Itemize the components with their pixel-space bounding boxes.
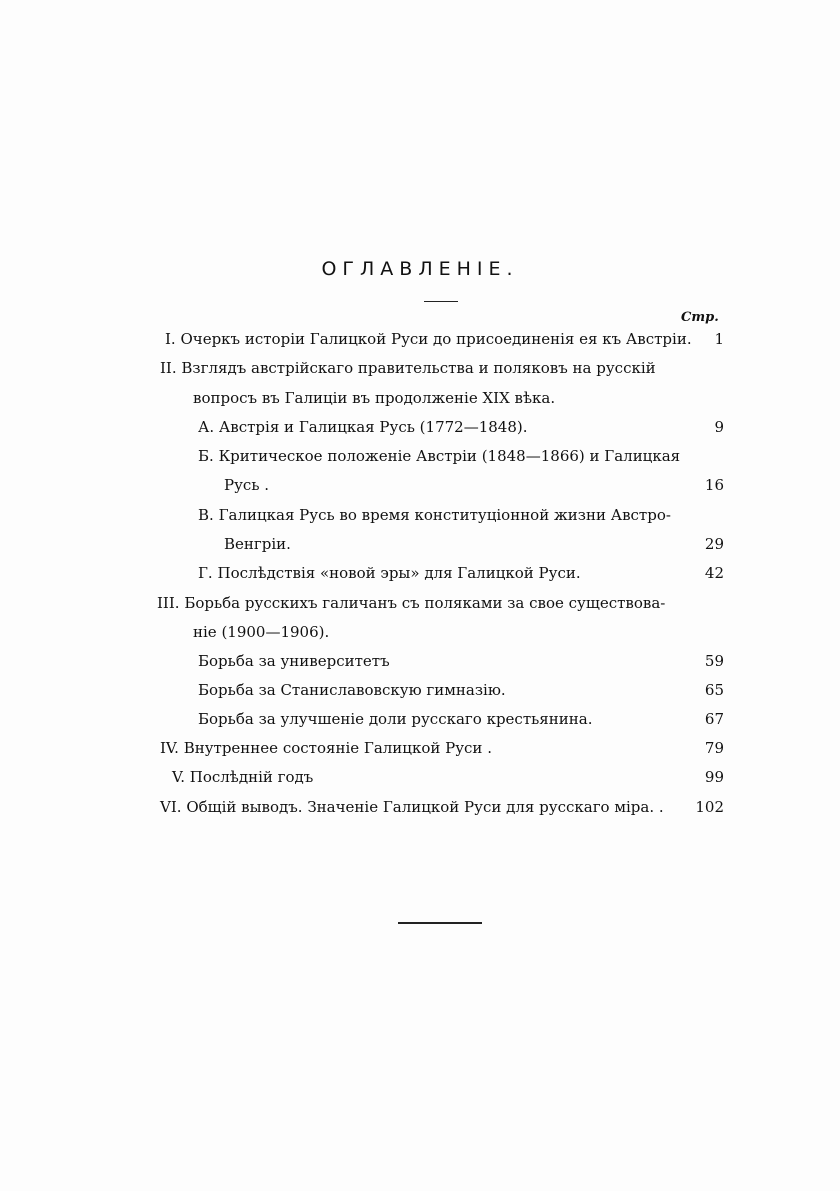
toc-entry [160, 359, 656, 377]
toc-entry-page: 29 [704, 535, 724, 553]
toc-entry-label: I. [165, 330, 176, 348]
toc-entry-label: III. [157, 594, 180, 612]
toc-entry-page: 65 [704, 681, 724, 699]
toc-entry [198, 652, 390, 670]
toc-entry [198, 681, 506, 699]
toc-entry-text: Борьба за улучшеніе доли русскаго крестьянина. [198, 710, 593, 728]
toc-entry-text: Галицкая Русь во время конституціонной жизни Австро- [218, 506, 671, 524]
toc-entry-text: Борьба за Станиславовскую гимназію. [198, 681, 506, 699]
toc-entry-text: Послѣдствія «новой эры» для Галицкой Руси. [217, 564, 581, 582]
toc-entry-text: Послѣдній годъ [189, 768, 314, 786]
toc-entry-label: Г. [198, 564, 213, 582]
toc-entry-page: 102 [695, 798, 724, 816]
toc-entry-label: VI. [160, 798, 182, 816]
toc-entry-text: Взглядъ австрійскаго правительства и поляковъ на русскій [181, 359, 656, 377]
toc-entry [157, 594, 665, 612]
toc-entry-label: В. [198, 506, 214, 524]
toc-entry-text: Внутреннее состояніе Галицкой Руси . [183, 739, 492, 757]
toc-entry-continuation: ніе (1900—1906). [193, 623, 330, 641]
toc-entry-text: Борьба русскихъ галичанъ съ поляками за свое существова- [184, 594, 666, 612]
page-title: ОГЛАВЛЕНІЕ. [321, 258, 519, 280]
toc-entry-page: 9 [714, 418, 724, 436]
toc-entry-page: 42 [704, 564, 724, 582]
toc-entry-text: Очеркъ исторіи Галицкой Руси до присоединенія ея къ Австріи. [180, 330, 692, 348]
toc-entry [198, 447, 680, 465]
toc-entry [165, 330, 692, 348]
toc-entry-page: 79 [704, 739, 724, 757]
toc-entry-label: II. [160, 359, 177, 377]
toc-entry [172, 768, 313, 786]
toc-entry [198, 710, 592, 728]
toc-entry-label: V. [172, 768, 185, 786]
toc-entry-label: Б. [198, 447, 214, 465]
toc-entry-page: 67 [704, 710, 724, 728]
toc-entry [198, 506, 671, 524]
toc-entry-text: Борьба за университетъ [198, 652, 390, 670]
toc-entry-page: 1 [714, 330, 724, 348]
toc-entry-text: Австрія и Галицкая Русь (1772—1848). [218, 418, 528, 436]
toc-entry [198, 564, 581, 582]
toc-entry-page: 16 [704, 476, 724, 494]
toc-entry-continuation: Русь . [224, 476, 270, 494]
toc-entry [160, 798, 664, 816]
toc-entry [160, 739, 492, 757]
closing-divider [398, 922, 482, 924]
toc-entry-page: 99 [704, 768, 724, 786]
toc-entry [198, 418, 528, 436]
toc-entry-label: А. [198, 418, 215, 436]
page-column-label: Стр. [681, 310, 719, 325]
toc-entry-label: IV. [160, 739, 179, 757]
toc-entry-page: 59 [704, 652, 724, 670]
toc-entry-continuation: Венгріи. [224, 535, 291, 553]
toc-entry-text: Общій выводъ. Значеніе Галицкой Руси для русскаго міра. . [186, 798, 664, 816]
toc-entry-text: Критическое положеніе Австріи (1848—1866) и Галицкая [218, 447, 681, 465]
toc-entry-continuation: вопросъ въ Галиціи въ продолженіе XIX вѣка. [193, 389, 556, 407]
